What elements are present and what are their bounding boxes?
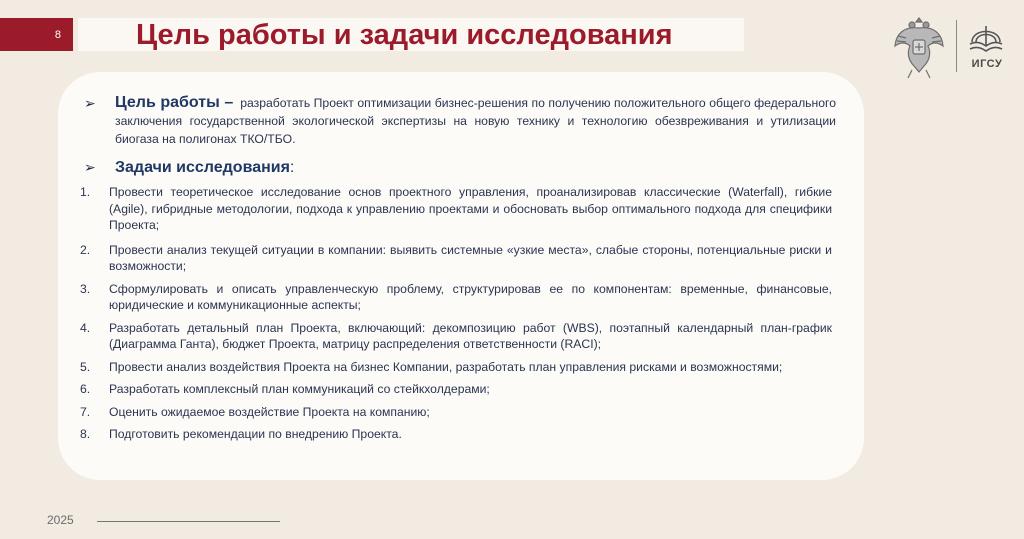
list-item: [80, 381, 832, 398]
logo-divider: [956, 20, 957, 72]
org-name: ИГСУ: [971, 58, 1003, 70]
item-number: 8.: [80, 427, 91, 441]
item-number: 6.: [80, 382, 91, 396]
goal-text: разработать Проект оптимизации бизнес-решения по получению положительного общего федерального заключения государственной экологической экспертизы на новую технику и технологию обезвреживания и утилизации биогаза на полигонах ТКО/ТБО.: [115, 96, 836, 146]
item-number: 2.: [80, 242, 91, 257]
tasks-list: [80, 184, 832, 443]
list-item: [80, 242, 832, 275]
item-number: 7.: [80, 404, 91, 419]
arrow-bullet-icon: ➢: [84, 159, 96, 175]
list-item: [80, 426, 832, 443]
page-number-badge: [0, 18, 73, 51]
item-number: 4.: [80, 320, 91, 335]
item-number: 1.: [80, 185, 91, 199]
tasks-heading-row: [84, 158, 294, 178]
list-item: [80, 184, 832, 234]
item-number: 5.: [80, 359, 91, 374]
goal-paragraph: [115, 94, 836, 148]
arrow-bullet-icon: ➢: [84, 95, 96, 111]
slide-title: Цель работы и задачи исследования: [136, 19, 673, 51]
goal-heading: Цель работы –: [115, 94, 234, 111]
page-number: 8: [54, 28, 61, 41]
footer-divider: [97, 521, 280, 522]
list-item: [80, 359, 832, 376]
goal-section: [84, 94, 836, 148]
list-item: [80, 281, 832, 314]
eagle-emblem-icon: [892, 12, 946, 80]
igsu-book-icon: [966, 20, 1006, 54]
item-text: Разработать детальный план Проекта, включающий: декомпозицию работ (WBS), поэтапный календарный план-график (Диаграмма Ганта), бюджет Проекта, матрицу распределения ответственности (RACI);: [109, 320, 832, 351]
item-text: Провести анализ воздействия Проекта на бизнес Компании, разработать план управления рисками и возможностями;: [109, 359, 783, 374]
item-text: Оценить ожидаемое воздействие Проекта на компанию;: [109, 404, 430, 419]
item-text: Подготовить рекомендации по внедрению Проекта.: [109, 427, 402, 441]
item-text: Разработать комплексный план коммуникаций со стейкхолдерами;: [109, 382, 490, 396]
item-number: 3.: [80, 281, 91, 296]
item-text: Сформулировать и описать управленческую проблему, структурировав ее по компонентам: временные, финансовые, юридические и коммуникационные аспекты;: [109, 281, 832, 312]
item-text: Провести анализ текущей ситуации в компании: выявить системные «узкие места», слабые стороны, потенциальные риски и возможности;: [109, 242, 832, 273]
footer-year: 2025: [47, 513, 74, 527]
list-item: [80, 320, 832, 353]
list-item: [80, 404, 832, 421]
tasks-heading: Задачи исследования:: [115, 159, 295, 176]
item-text: Провести теоретическое исследование основ проектного управления, проанализировав классические (Waterfall), гибкие (Agile), гибридные методологии, подхода к управлению проектами и обосновать выбор оптимального подхода для специфики Проекта;: [109, 185, 832, 232]
